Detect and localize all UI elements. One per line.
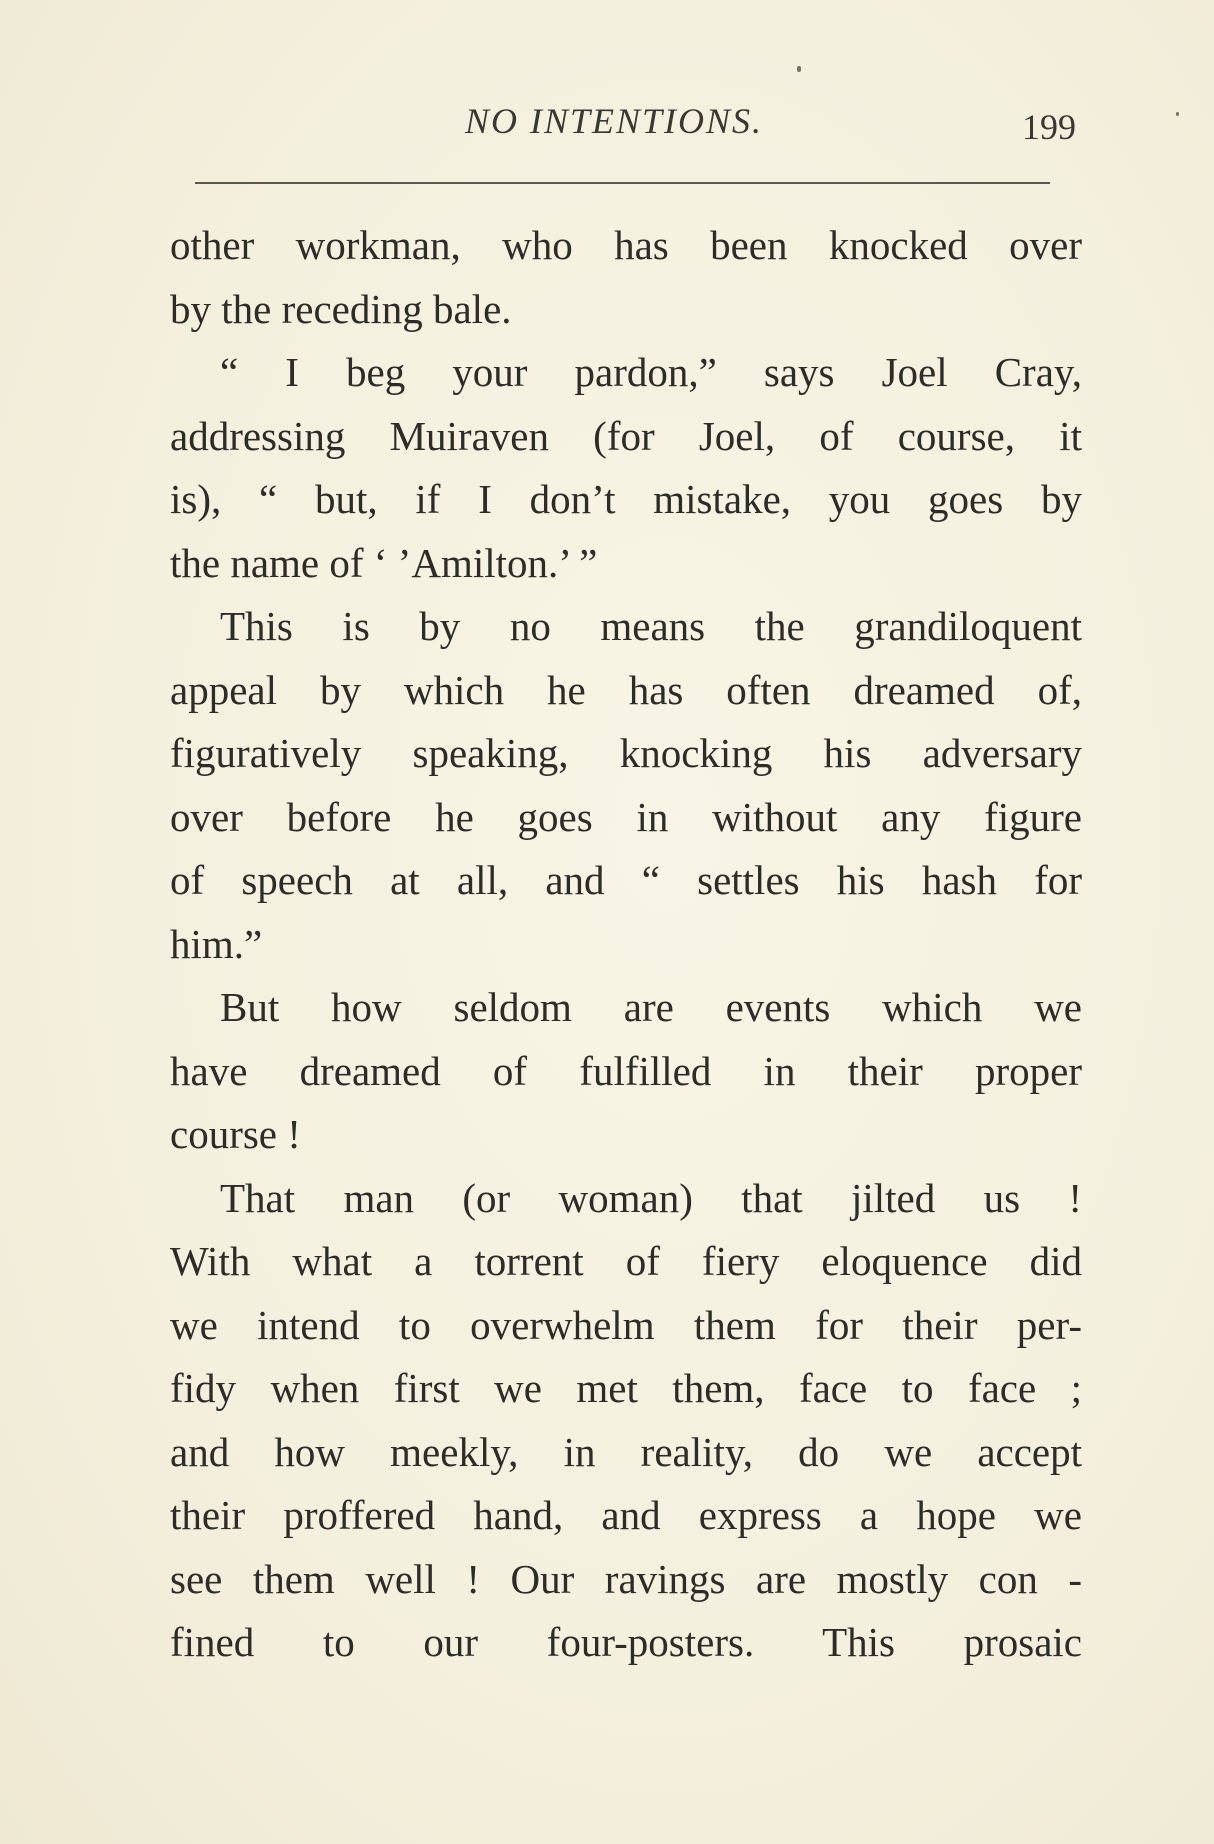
running-title: NO INTENTIONS. [465,101,764,141]
body-text [170,214,1082,1675]
header-rule [195,182,1050,184]
page-number: 199 [1022,107,1076,147]
text-line: addressing Muiraven (for Joel, of course, it [170,412,1082,459]
text-line: and how meekly, in reality, do we accept [170,1428,1082,1475]
text-line: figuratively speaking, knocking his adversary [170,730,1082,776]
text-line: we intend to overwhelm them for their per- [170,1301,1082,1348]
text-line: have dreamed of fulfilled in their proper [170,1047,1082,1094]
running-head [0,100,1214,150]
text-line: their proffered hand, and express a hope we [170,1492,1082,1538]
paper-speck [797,66,801,72]
text-line: That man (or woman) that jilted us ! [220,1174,1082,1221]
text-line: by the receding bale. [170,285,512,332]
text-line: But how seldom are events which we [220,984,1082,1030]
text-line: is), “ but, if I don’t mistake, you goes by [170,476,1082,522]
text-line: fined to our four-posters. This prosaic [170,1619,1082,1665]
text-line: the name of ‘ ’Amilton.’ ” [170,539,598,586]
text-line: other workman, who has been knocked over [170,222,1082,268]
text-line: This is by no means the grandiloquent [220,603,1082,649]
text-line: With what a torrent of fiery eloquence did [170,1238,1082,1284]
text-line: course ! [170,1111,301,1157]
text-line: see them well ! Our ravings are mostly con - [170,1555,1082,1602]
text-line: fidy when first we met them, face to face ; [170,1365,1082,1411]
paper-speck [1176,112,1179,116]
text-line: “ I beg your pardon,” says Joel Cray, [220,349,1082,395]
text-line: over before he goes in without any figure [170,793,1082,840]
text-line: of speech at all, and “ settles his hash for [170,857,1082,903]
text-line: him.” [170,920,263,967]
text-line: appeal by which he has often dreamed of, [170,666,1082,713]
